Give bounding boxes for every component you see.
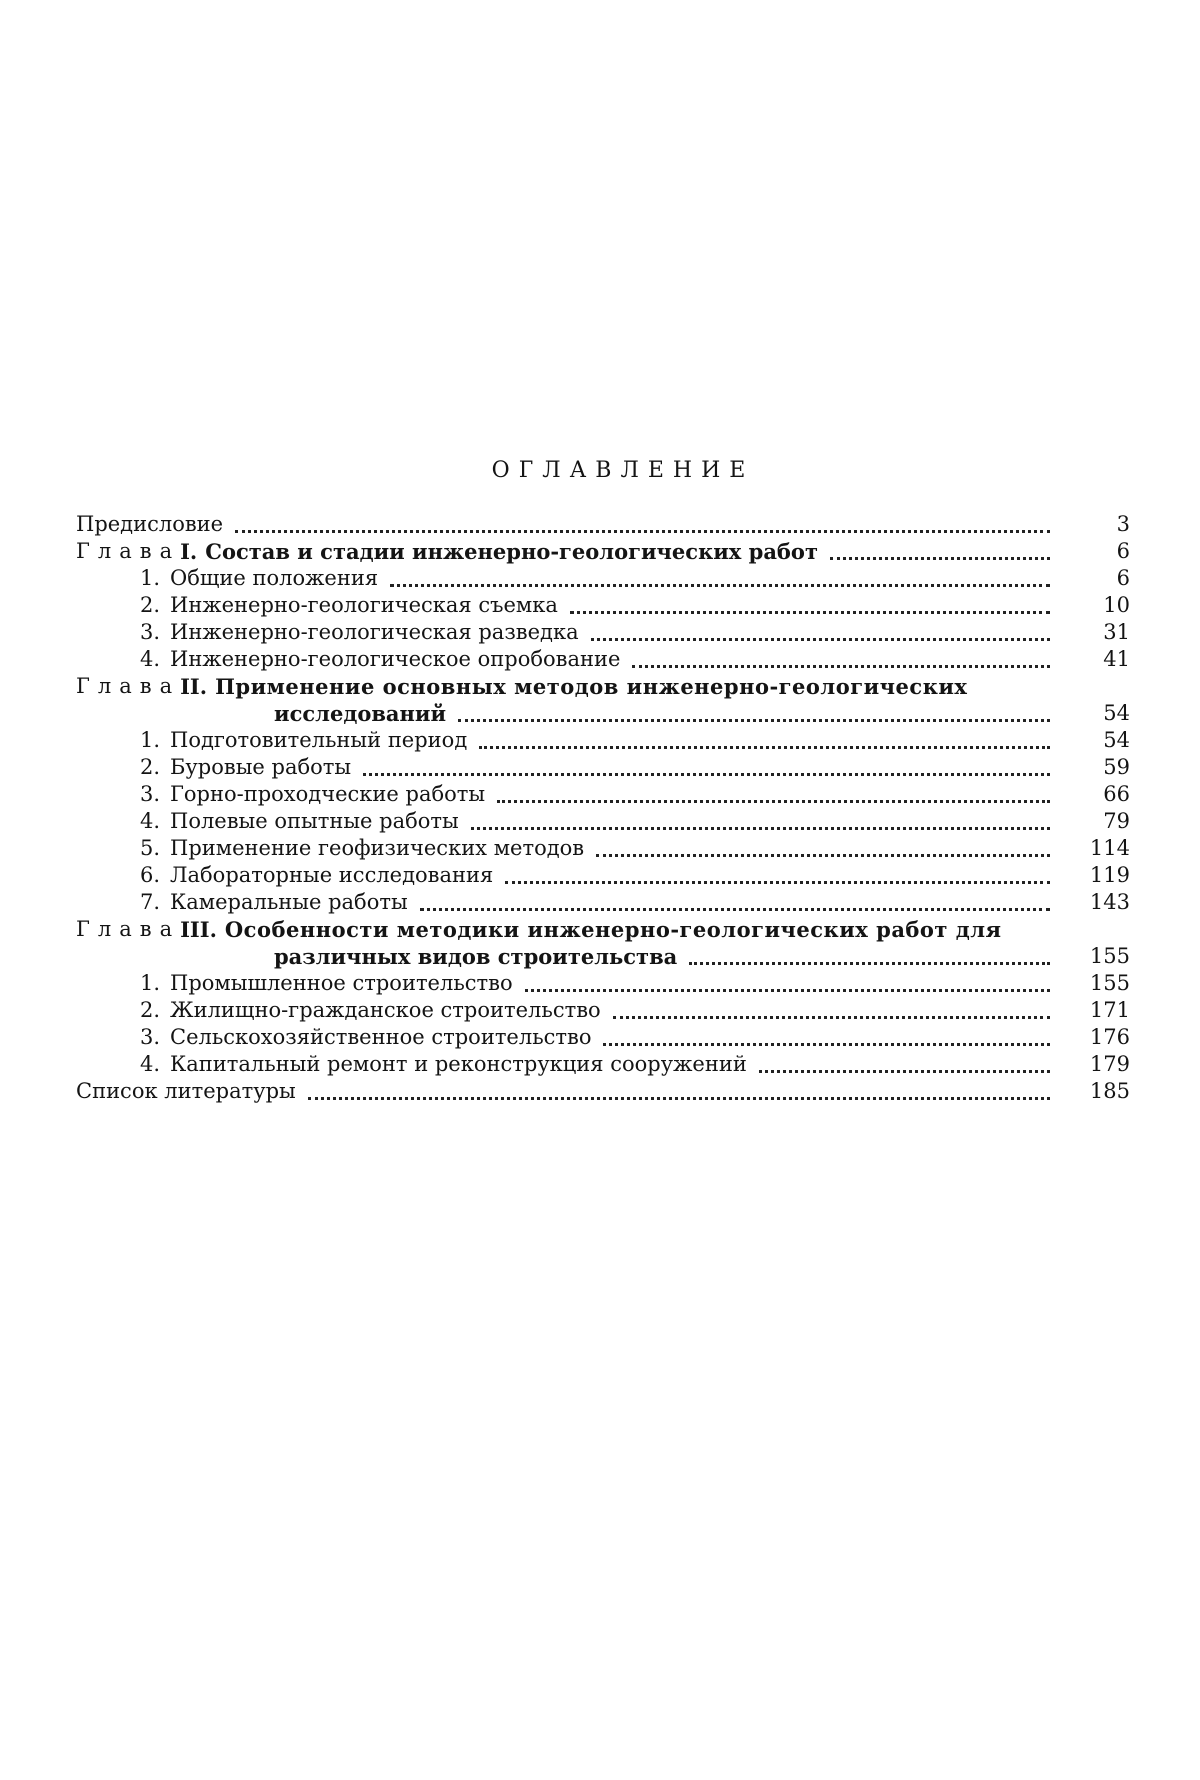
- page-number: 176: [1089, 1025, 1130, 1049]
- dot-leader: [497, 800, 1050, 803]
- toc-entry-section[interactable]: [76, 997, 1130, 1024]
- section-title: Полевые опытные работы: [170, 809, 459, 833]
- dot-leader: [471, 827, 1050, 830]
- toc-entry-section[interactable]: [76, 1024, 1130, 1051]
- section-number: 6.: [139, 863, 160, 887]
- section-number: 5.: [139, 836, 160, 860]
- section-title: Капитальный ремонт и реконструкция сооружений: [170, 1052, 747, 1076]
- dot-leader: [505, 881, 1050, 884]
- page-number: 10: [1103, 593, 1130, 617]
- toc-entry-chapter-3-cont[interactable]: [76, 943, 1130, 970]
- chapter-title-line-2: различных видов строительства: [274, 944, 678, 969]
- chapter-number: III.: [180, 917, 217, 942]
- section-title: Горно-проходческие работы: [170, 782, 486, 806]
- section-title: Жилищно-гражданское строительство: [170, 998, 601, 1022]
- section-number: 3.: [139, 620, 160, 644]
- page-number: 6: [1116, 539, 1130, 563]
- dot-leader: [689, 962, 1050, 965]
- toc-entry-section[interactable]: [76, 754, 1130, 781]
- toc-entry-section[interactable]: [76, 835, 1130, 862]
- toc-entry-chapter-3[interactable]: [76, 916, 1130, 943]
- chapter-label: Глава: [76, 674, 181, 698]
- page-number: 54: [1103, 728, 1130, 752]
- toc-entry-literature[interactable]: [76, 1078, 1130, 1105]
- dot-leader: [759, 1070, 1050, 1073]
- dot-leader: [570, 611, 1050, 614]
- section-number: 4.: [139, 647, 160, 671]
- toc-entry-section[interactable]: [76, 970, 1130, 997]
- chapter-number: II.: [180, 674, 208, 699]
- section-title: Камеральные работы: [170, 890, 408, 914]
- page-number: 171: [1089, 998, 1130, 1022]
- page-number: 119: [1089, 863, 1130, 887]
- toc-entry-section[interactable]: [76, 646, 1130, 673]
- section-number: 1.: [139, 971, 160, 995]
- toc-entry-section[interactable]: [76, 565, 1130, 592]
- chapter-title: Состав и стадии инженерно-геологических работ: [205, 539, 818, 564]
- toc-entries: [76, 511, 1130, 1105]
- dot-leader: [363, 773, 1050, 776]
- page-number: 54: [1103, 701, 1130, 725]
- toc-title: ОГЛАВЛЕНИЕ: [491, 458, 755, 483]
- section-title: Подготовительный период: [170, 728, 468, 752]
- dot-leader: [420, 908, 1050, 911]
- dot-leader: [591, 638, 1050, 641]
- section-number: 4.: [139, 809, 160, 833]
- page-number: 79: [1103, 809, 1130, 833]
- dot-leader: [235, 530, 1050, 533]
- toc-entry-section[interactable]: [76, 862, 1130, 889]
- page-number: 155: [1089, 971, 1130, 995]
- toc-entry-section[interactable]: [76, 592, 1130, 619]
- section-number: 3.: [139, 782, 160, 806]
- entry-title: Список литературы: [76, 1079, 296, 1103]
- toc-entry-section[interactable]: [76, 808, 1130, 835]
- section-number: 2.: [139, 593, 160, 617]
- section-number: 3.: [139, 1025, 160, 1049]
- page-number: 41: [1103, 647, 1130, 671]
- page-number: 6: [1116, 566, 1130, 590]
- section-number: 4.: [139, 1052, 160, 1076]
- dot-leader: [308, 1097, 1050, 1100]
- toc-entry-section[interactable]: [76, 889, 1130, 916]
- section-number: 2.: [139, 755, 160, 779]
- section-title: Лабораторные исследования: [170, 863, 494, 887]
- chapter-title-line-1: Применение основных методов инженерно-геологических: [215, 674, 968, 699]
- toc-entry-section[interactable]: [76, 781, 1130, 808]
- chapter-title-line-2: исследований: [274, 701, 447, 726]
- section-title: Сельскохозяйственное строительство: [170, 1025, 592, 1049]
- section-title: Промышленное строительство: [170, 971, 513, 995]
- toc-entry-preface[interactable]: [76, 511, 1130, 538]
- section-title: Инженерно-геологическое опробование: [170, 647, 621, 671]
- dot-leader: [525, 989, 1050, 992]
- section-title: Применение геофизических методов: [170, 836, 585, 860]
- chapter-label: Глава: [76, 917, 181, 941]
- dot-leader: [458, 719, 1050, 722]
- page-number: 185: [1089, 1079, 1130, 1103]
- section-number: 7.: [139, 890, 160, 914]
- section-title: Общие положения: [170, 566, 379, 590]
- entry-title: Предисловие: [76, 512, 224, 536]
- page-number: 143: [1089, 890, 1130, 914]
- chapter-number: I.: [180, 539, 198, 564]
- toc-entry-chapter-2-cont[interactable]: [76, 700, 1130, 727]
- page-number: 59: [1103, 755, 1130, 779]
- chapter-title-line-1: Особенности методики инженерно-геологических работ для: [224, 917, 1002, 942]
- page-number: 114: [1089, 836, 1130, 860]
- toc-entry-section[interactable]: [76, 1051, 1130, 1078]
- page-number: 3: [1116, 512, 1130, 536]
- dot-leader: [479, 746, 1050, 749]
- dot-leader: [830, 557, 1050, 560]
- dot-leader: [603, 1043, 1050, 1046]
- page-number: 179: [1089, 1052, 1130, 1076]
- toc-entry-section[interactable]: [76, 727, 1130, 754]
- toc-entry-chapter-2[interactable]: [76, 673, 1130, 700]
- section-number: 1.: [139, 728, 160, 752]
- page-number: 31: [1103, 620, 1130, 644]
- section-title: Инженерно-геологическая съемка: [170, 593, 558, 617]
- dot-leader: [596, 854, 1050, 857]
- section-number: 1.: [139, 566, 160, 590]
- section-title: Буровые работы: [170, 755, 352, 779]
- section-number: 2.: [139, 998, 160, 1022]
- page-number: 155: [1089, 944, 1130, 968]
- section-title: Инженерно-геологическая разведка: [170, 620, 579, 644]
- page-number: 66: [1103, 782, 1130, 806]
- chapter-label: Глава: [76, 539, 181, 563]
- toc-entry-chapter-1[interactable]: [76, 538, 1130, 565]
- dot-leader: [390, 584, 1050, 587]
- table-of-contents: [76, 458, 1130, 1105]
- dot-leader: [632, 665, 1050, 668]
- dot-leader: [613, 1016, 1050, 1019]
- toc-entry-section[interactable]: [76, 619, 1130, 646]
